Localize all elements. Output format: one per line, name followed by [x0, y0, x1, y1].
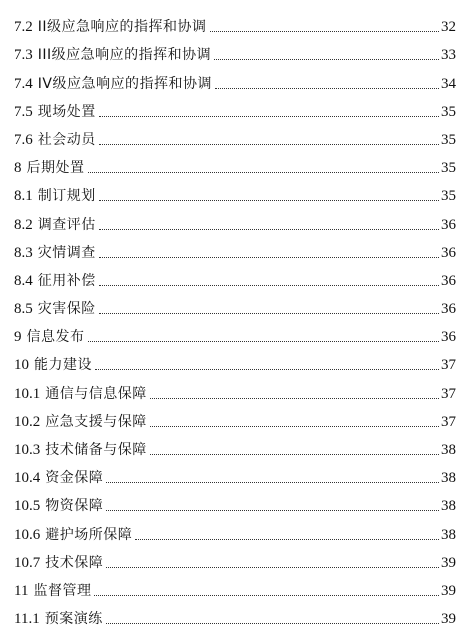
table-of-contents	[14, 8, 456, 628]
toc-leader-dots	[210, 30, 439, 32]
toc-entry-title: 能力建设	[34, 357, 92, 374]
toc-entry-number: 10.6	[14, 526, 41, 543]
toc-entry-number: 10.3	[14, 442, 41, 458]
toc-entry-number: 8.2	[14, 216, 33, 233]
toc-entry-title: 避护场所保障	[45, 526, 133, 543]
toc-leader-dots	[99, 143, 439, 145]
toc-entry-title: 资金保障	[45, 470, 104, 487]
toc-entry-title: 应急支援与保障	[45, 413, 147, 430]
toc-entry-number: 8.4	[14, 272, 33, 289]
toc-entry[interactable]	[14, 431, 456, 459]
toc-entry[interactable]	[14, 459, 456, 487]
toc-entry[interactable]	[14, 36, 456, 64]
toc-leader-dots	[135, 538, 439, 540]
toc-entry-page: 36	[441, 216, 456, 233]
toc-entry-title: II级应急响应的指挥和协调	[37, 19, 207, 36]
toc-entry-page: 37	[441, 357, 456, 374]
toc-entry-title: III级应急响应的指挥和协调	[37, 47, 212, 64]
toc-entry-number: 10.4	[14, 470, 41, 487]
toc-entry-page: 35	[441, 160, 456, 177]
toc-entry[interactable]	[14, 64, 456, 92]
toc-entry-page: 37	[441, 413, 456, 430]
toc-entry[interactable]	[14, 544, 456, 572]
toc-entry-page: 38	[441, 526, 456, 543]
toc-entry[interactable]	[14, 600, 456, 628]
toc-entry[interactable]	[14, 121, 456, 149]
toc-entry-title: 通信与信息保障	[45, 385, 147, 402]
toc-leader-dots	[106, 622, 439, 624]
toc-entry[interactable]	[14, 205, 456, 233]
toc-entry-number: 8.1	[14, 188, 33, 205]
toc-entry-number: 7.3	[14, 47, 33, 64]
toc-entry[interactable]	[14, 403, 456, 431]
toc-entry-title: 现场处置	[37, 103, 96, 120]
toc-entry-number: 7.5	[14, 103, 33, 120]
toc-entry-page: 36	[441, 329, 456, 346]
toc-entry-page: 39	[441, 611, 456, 628]
toc-entry-number: 7.6	[14, 131, 33, 148]
toc-entry-page: 33	[441, 47, 456, 64]
toc-entry[interactable]	[14, 515, 456, 543]
toc-entry-title: 制订规划	[37, 188, 96, 205]
toc-entry-title: 灾情调查	[37, 244, 96, 261]
toc-entry-number: 10.7	[14, 554, 41, 571]
toc-entry-title: 后期处置	[26, 160, 85, 177]
toc-leader-dots	[88, 340, 440, 342]
toc-leader-dots	[99, 312, 439, 314]
toc-entry-page: 36	[441, 244, 456, 261]
toc-leader-dots	[215, 87, 439, 89]
toc-entry-page: 39	[441, 554, 456, 571]
toc-entry-page: 39	[441, 582, 456, 599]
toc-entry-title: 灾害保险	[37, 301, 96, 318]
toc-entry-page: 35	[441, 188, 456, 205]
toc-entry-page: 34	[441, 75, 456, 92]
toc-entry[interactable]	[14, 8, 456, 36]
toc-entry-title: 监督管理	[33, 582, 92, 599]
toc-entry[interactable]	[14, 374, 456, 402]
toc-entry[interactable]	[14, 177, 456, 205]
toc-entry-page: 36	[441, 272, 456, 289]
toc-leader-dots	[150, 397, 439, 399]
toc-leader-dots	[95, 368, 439, 370]
toc-entry-title: 物资保障	[45, 498, 104, 515]
toc-leader-dots	[94, 594, 439, 596]
toc-entry[interactable]	[14, 262, 456, 290]
toc-entry[interactable]	[14, 149, 456, 177]
toc-entry[interactable]	[14, 93, 456, 121]
toc-entry-number: 10	[14, 357, 29, 374]
toc-entry-title: IV级应急响应的指挥和协调	[37, 75, 212, 92]
toc-entry[interactable]	[14, 572, 456, 600]
toc-entry-number: 7.4	[14, 75, 33, 92]
toc-entry-number: 10.2	[14, 413, 41, 430]
toc-leader-dots	[150, 453, 439, 455]
toc-entry[interactable]	[14, 234, 456, 262]
toc-entry-page: 36	[441, 301, 456, 318]
toc-entry-number: 9	[14, 329, 22, 346]
toc-entry-page: 35	[441, 103, 456, 120]
toc-entry-number: 8.5	[14, 301, 33, 318]
toc-entry[interactable]	[14, 346, 456, 374]
toc-entry-page: 38	[441, 498, 456, 515]
toc-entry-number: 11	[14, 582, 29, 599]
toc-entry[interactable]	[14, 318, 456, 346]
toc-entry-number: 8	[14, 160, 22, 177]
toc-leader-dots	[99, 228, 439, 230]
toc-entry-number: 10.5	[14, 498, 41, 515]
toc-entry-number: 11.1	[14, 611, 40, 628]
toc-leader-dots	[99, 284, 439, 286]
toc-entry-page: 35	[441, 131, 456, 148]
toc-leader-dots	[214, 58, 439, 60]
toc-entry-number: 7.2	[14, 19, 33, 36]
toc-leader-dots	[106, 509, 439, 511]
toc-leader-dots	[106, 566, 439, 568]
toc-entry-page: 37	[441, 385, 456, 402]
toc-entry[interactable]	[14, 487, 456, 515]
toc-leader-dots	[106, 481, 439, 483]
toc-entry-title: 技术保障	[45, 554, 104, 571]
toc-leader-dots	[99, 199, 439, 201]
toc-entry-number: 10.1	[14, 385, 41, 402]
toc-entry-page: 32	[441, 19, 456, 36]
toc-entry-title: 信息发布	[26, 329, 85, 346]
toc-leader-dots	[99, 256, 439, 258]
toc-entry-title: 技术储备与保障	[45, 442, 147, 458]
toc-entry[interactable]	[14, 290, 456, 318]
toc-entry-page: 38	[441, 442, 456, 458]
toc-entry-page: 38	[441, 470, 456, 487]
toc-entry-title: 调查评估	[37, 216, 96, 233]
toc-leader-dots	[99, 115, 439, 117]
toc-leader-dots	[88, 171, 440, 173]
toc-entry-number: 8.3	[14, 244, 33, 261]
toc-entry-title: 征用补偿	[37, 272, 96, 289]
toc-entry-title: 社会动员	[37, 131, 96, 148]
toc-leader-dots	[150, 425, 439, 427]
toc-entry-title: 预案演练	[44, 611, 103, 628]
